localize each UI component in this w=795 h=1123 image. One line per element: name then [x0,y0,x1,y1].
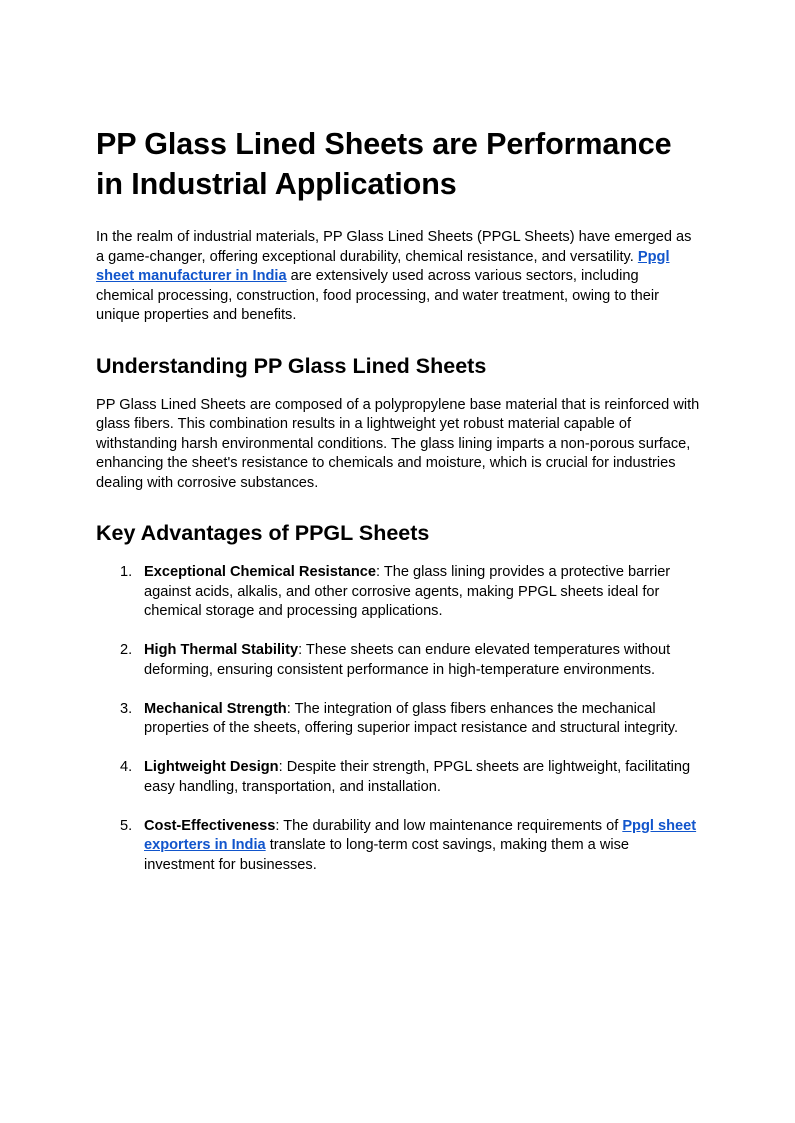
ppgl-manufacturer-link[interactable]: Ppgl sheet manufacturer in India [96,248,670,284]
list-item-title: Lightweight Design [144,759,279,775]
list-item-number: 5. [120,817,133,834]
document-page [96,124,700,895]
list-item-text-after: translate to long-term cost savings, making them a wise investment for businesses. [144,837,630,873]
page-title: PP Glass Lined Sheets are Performance in Industrial Applications [96,127,672,201]
list-item-number: 4. [120,759,133,775]
intro-paragraph [96,228,700,326]
list-item [96,817,700,876]
intro-text-before: In the realm of industrial materials, PP Glass Lined Sheets (PPGL Sheets) have emerged as a game-changer, offering exceptional durability, chemical resistance, and versatility. [96,229,692,265]
ppgl-exporters-link[interactable]: Ppgl sheet exporters in India [144,817,697,853]
list-item-text: : Despite their strength, PPGL sheets are lightweight, facilitating easy handling, transportation, and installation. [144,759,691,795]
list-item [96,758,700,797]
list-item-text: : These sheets can endure elevated temperatures without deforming, ensuring consistent performance in high-temperature environments. [144,642,671,678]
list-item [96,641,700,680]
intro-text-after: are extensively used across various sectors, including chemical processing, construction, food processing, and water treatment, owing to their unique properties and benefits. [96,268,659,323]
list-item-number: 3. [120,700,133,717]
list-item-number: 2. [120,642,133,658]
understanding-paragraph: PP Glass Lined Sheets are composed of a polypropylene base material that is reinforced with glass fibers. This combination results in a lightweight yet robust material capable of withstanding harsh environmental conditions. The glass lining imparts a non-porous surface, enhancing the sheet's resistance to chemicals and moisture, which is crucial for industries dealing with corrosive substances. [96,396,700,491]
list-item-title: Cost-Effectiveness [144,817,276,834]
advantages-list [96,563,700,875]
list-item-number: 1. [120,564,133,580]
list-item [96,563,700,622]
understanding-heading: Understanding PP Glass Lined Sheets [96,353,487,378]
list-item-text: : The glass lining provides a protective barrier against acids, alkalis, and other corrosive agents, making PPGL sheets ideal for chemical storage and processing applications. [144,564,671,619]
list-item-title: Mechanical Strength [144,700,287,717]
list-item-title: High Thermal Stability [144,642,299,658]
list-item [96,700,700,739]
list-item-text: : The integration of glass fibers enhances the mechanical properties of the sheets, offering superior impact resistance and structural integrity. [144,700,679,736]
list-item-text-before: : The durability and low maintenance requirements of [275,817,623,834]
list-item-title: Exceptional Chemical Resistance [144,564,376,580]
advantages-heading: Key Advantages of PPGL Sheets [96,521,430,545]
